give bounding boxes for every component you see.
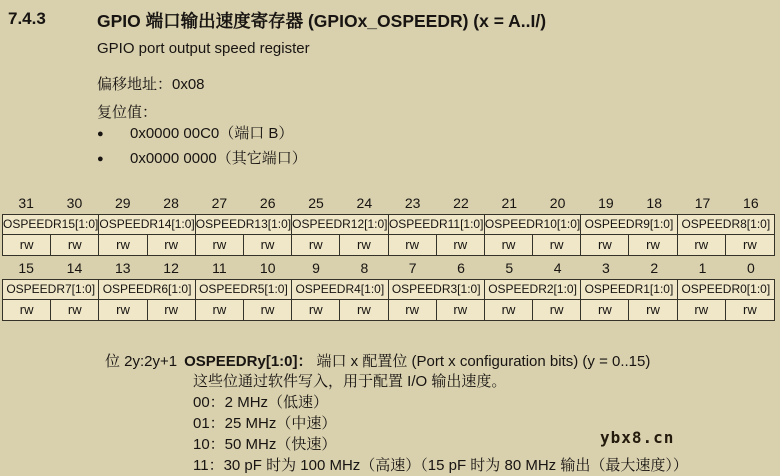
field-cell: OSPEEDR5[1:0]: [196, 280, 292, 300]
field-cell: OSPEEDR2[1:0]: [485, 280, 581, 300]
speed-option: 00：2 MHz（低速）: [193, 394, 329, 411]
register-table: [2, 279, 775, 321]
access-cell: rw: [389, 300, 437, 320]
access-cell: rw: [389, 235, 437, 255]
bit-number: 7: [408, 260, 417, 276]
access-cell: rw: [99, 235, 147, 255]
bit-number: 2: [650, 260, 659, 276]
bit-number: 0: [746, 260, 755, 276]
reset-value-text: 0x0000 0000（其它端口）: [130, 150, 307, 167]
access-cell: rw: [99, 300, 147, 320]
bit-number: 6: [457, 260, 465, 276]
bullet-icon: ●: [97, 128, 104, 140]
bit-number: 4: [553, 260, 562, 276]
field-name: OSPEEDRy[1:0]：: [184, 353, 313, 370]
access-cell: rw: [629, 235, 677, 255]
field-cell: OSPEEDR4[1:0]: [292, 280, 388, 300]
access-cell: rw: [148, 235, 196, 255]
bit-number: 25: [308, 195, 324, 211]
access-cell: rw: [340, 300, 388, 320]
reset-value-label: 复位值：: [97, 104, 158, 121]
access-cell: rw: [437, 300, 485, 320]
bit-number: 30: [66, 195, 83, 211]
bit-number: 8: [360, 260, 369, 276]
bit-number: 29: [114, 195, 131, 211]
bit-number: 18: [646, 195, 662, 211]
reset-value-item: [97, 149, 307, 174]
register-table: [2, 214, 775, 256]
field-note: 这些位通过软件写入，用于配置 I/O 输出速度。: [193, 373, 507, 390]
field-cell: OSPEEDR15[1:0]: [3, 215, 99, 235]
access-cell: rw: [292, 300, 340, 320]
offset-address: 偏移地址：0x08: [97, 76, 205, 93]
bit-numbers-row: [2, 196, 775, 211]
bit-number: 28: [163, 195, 179, 211]
field-cell: OSPEEDR9[1:0]: [581, 215, 677, 235]
speed-option: 01：25 MHz（中速）: [193, 415, 337, 432]
reset-value-text: 0x0000 00C0（端口 B）: [130, 125, 294, 142]
access-cell: rw: [485, 235, 533, 255]
access-cell: rw: [292, 235, 340, 255]
access-cell: rw: [533, 300, 581, 320]
bit-number: 5: [505, 260, 514, 276]
field-cell: OSPEEDR12[1:0]: [292, 215, 388, 235]
bit-number: 1: [698, 260, 707, 276]
field-cell: OSPEEDR11[1:0]: [389, 215, 485, 235]
page-title: GPIO 端口输出速度寄存器 (GPIOx_OSPEEDR) (x = A..I/): [97, 11, 547, 31]
bit-number: 19: [598, 195, 614, 211]
access-cell: rw: [743, 302, 757, 317]
access-cell: rw: [743, 237, 757, 252]
access-cell: rw: [629, 300, 677, 320]
access-cell: rw: [437, 235, 485, 255]
bit-number: 24: [356, 195, 373, 211]
bit-number: 17: [694, 195, 711, 211]
access-cell: rw: [244, 235, 292, 255]
bit-number: 26: [259, 195, 276, 211]
field-cell: OSPEEDR1[1:0]: [581, 280, 677, 300]
bit-number: 31: [18, 195, 34, 211]
field-cell: OSPEEDR8[1:0]: [678, 215, 774, 235]
reset-value-item: [97, 124, 307, 149]
watermark: ybx8.cn: [600, 428, 675, 447]
reset-values-list: [97, 124, 307, 174]
field-cell: OSPEEDR10[1:0]: [485, 215, 581, 235]
bit-number: 16: [743, 195, 759, 211]
access-cell: rw: [340, 235, 388, 255]
field-cell: OSPEEDR7[1:0]: [3, 280, 99, 300]
access-cell: rw: [485, 300, 533, 320]
bit-number: 11: [212, 260, 227, 276]
bitfield-description-line: [105, 350, 650, 371]
field-cell: OSPEEDR6[1:0]: [99, 280, 195, 300]
access-cell: rw: [581, 300, 629, 320]
field-description: 端口 x 配置位 (Port x configuration bits) (y = 0..15): [316, 353, 651, 370]
bit-number: 15: [18, 260, 34, 276]
bit-number: 10: [259, 260, 276, 276]
access-cell: rw: [533, 235, 581, 255]
bit-number: 14: [66, 260, 83, 276]
field-cell: OSPEEDR13[1:0]: [196, 215, 292, 235]
access-cell: rw: [3, 235, 51, 255]
speed-option: 11：30 pF 时为 100 MHz（高速）（15 pF 时为 80 MHz 输出（最大速度））: [193, 457, 688, 474]
bit-number: 23: [404, 195, 421, 211]
access-cell: rw: [148, 300, 196, 320]
bit-number: 12: [163, 260, 179, 276]
bit-number: 22: [453, 195, 469, 211]
access-cell: rw: [51, 300, 99, 320]
speed-option: 10：50 MHz（快速）: [193, 436, 337, 453]
access-cell: rw: [678, 300, 726, 320]
bit-number: 13: [114, 260, 131, 276]
access-cell: rw: [244, 300, 292, 320]
field-cell: OSPEEDR14[1:0]: [99, 215, 195, 235]
access-cell: rw: [678, 235, 726, 255]
field-cell: OSPEEDR3[1:0]: [389, 280, 485, 300]
bit-numbers-row: [2, 261, 775, 276]
bit-number: 20: [549, 195, 566, 211]
access-cell: rw: [51, 235, 99, 255]
bit-number: 9: [312, 260, 320, 276]
field-cell: OSPEEDR0[1:0]: [678, 280, 774, 300]
page-subtitle: GPIO port output speed register: [97, 40, 310, 57]
bit-number: 27: [211, 195, 228, 211]
section-number: 7.4.3: [8, 9, 46, 28]
access-cell: rw: [581, 235, 629, 255]
access-cell: rw: [196, 300, 244, 320]
bit-range-label: 位 2y:2y+1: [105, 353, 178, 370]
bit-number: 3: [602, 260, 610, 276]
bullet-icon: ●: [97, 153, 104, 165]
access-cell: rw: [196, 235, 244, 255]
bit-number: 21: [501, 195, 518, 211]
access-cell: rw: [3, 300, 51, 320]
